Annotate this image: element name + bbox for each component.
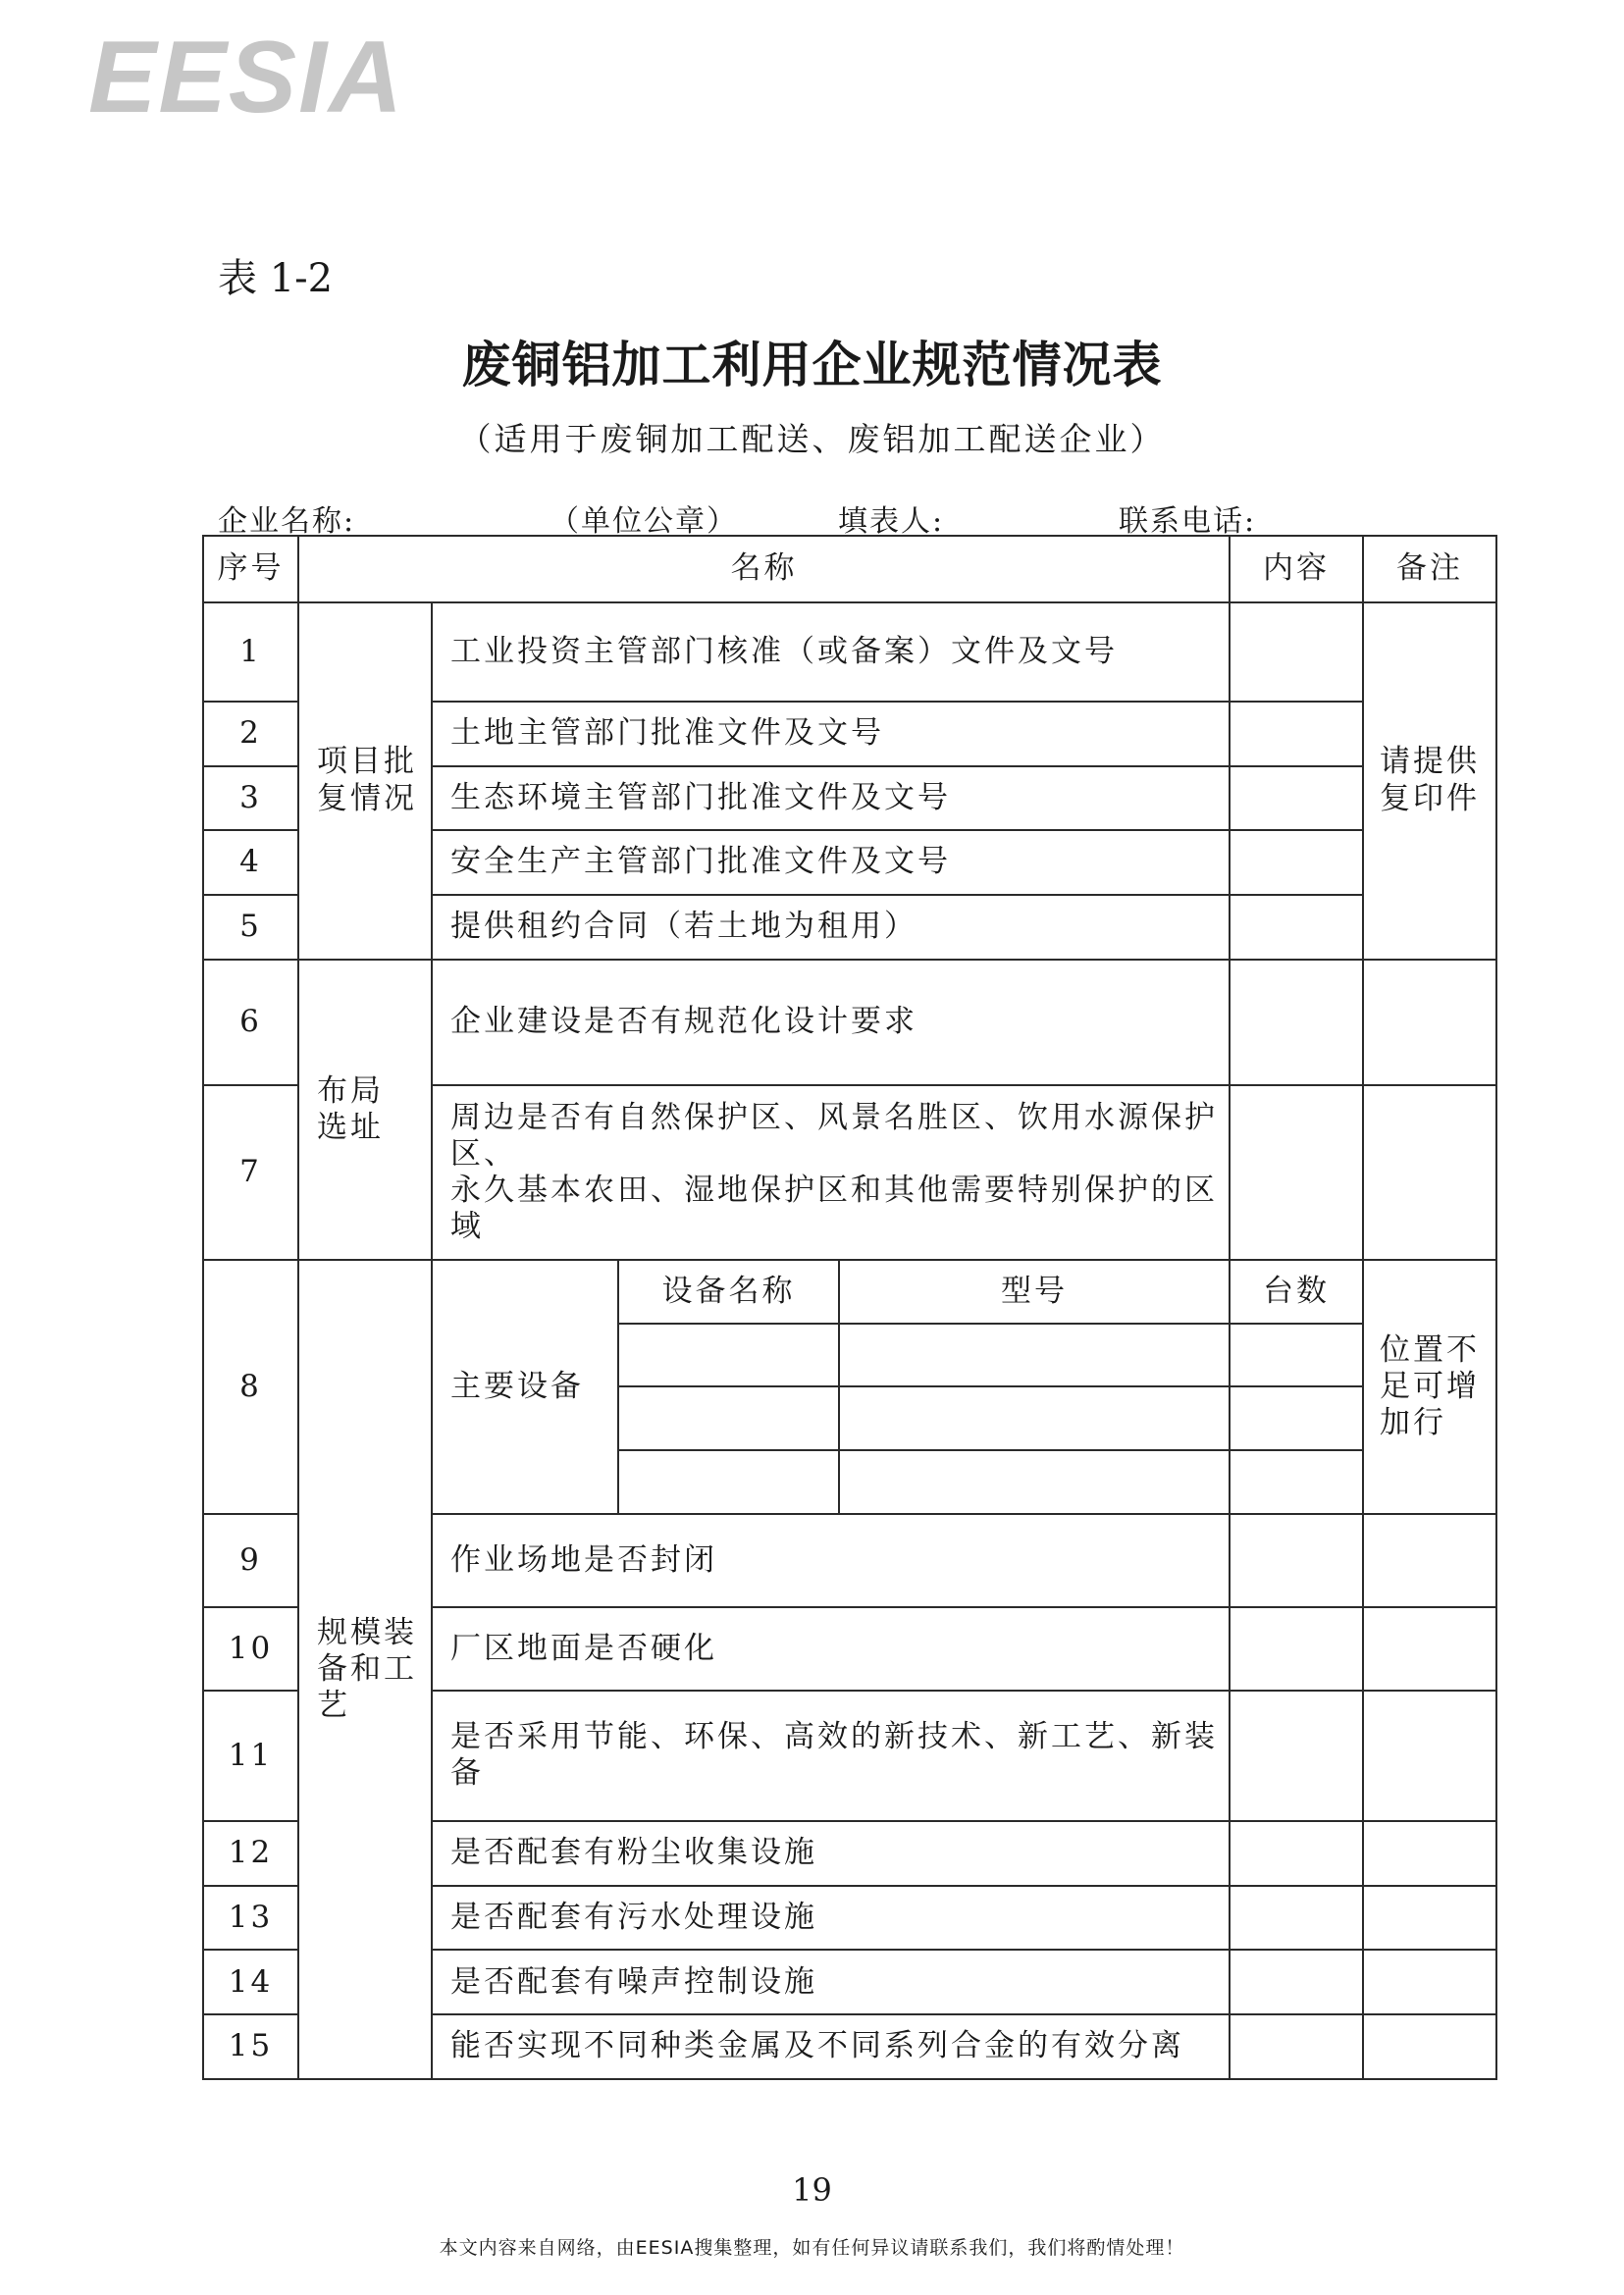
content-cell[interactable] — [1230, 1821, 1363, 1886]
row-number: 2 — [203, 702, 298, 766]
content-cell[interactable] — [1230, 960, 1363, 1085]
item-name: 作业场地是否封闭 — [432, 1514, 1230, 1607]
header-seq: 序号 — [203, 536, 298, 602]
row-number: 14 — [203, 1950, 298, 2014]
content-cell[interactable] — [1230, 895, 1363, 960]
row-number: 15 — [203, 2014, 298, 2079]
item-name: 是否配套有噪声控制设施 — [432, 1950, 1230, 2014]
row-number: 8 — [203, 1260, 298, 1514]
equipment-count-cell[interactable] — [1230, 1450, 1363, 1514]
row-number: 6 — [203, 960, 298, 1085]
item-name: 安全生产主管部门批准文件及文号 — [432, 830, 1230, 895]
row-number: 5 — [203, 895, 298, 960]
item-name: 生态环境主管部门批准文件及文号 — [432, 766, 1230, 831]
content-cell[interactable] — [1230, 702, 1363, 766]
item-name: 厂区地面是否硬化 — [432, 1607, 1230, 1691]
item-name: 提供租约合同（若土地为租用） — [432, 895, 1230, 960]
equipment-count-cell[interactable] — [1230, 1386, 1363, 1450]
page-title: 废铜铝加工利用企业规范情况表 — [461, 336, 1163, 393]
remark-cell[interactable] — [1363, 1085, 1496, 1260]
remark-cell[interactable] — [1363, 1514, 1496, 1607]
item-name: 周边是否有自然保护区、风景名胜区、饮用水源保护区、 永久基本农田、湿地保护区和其他需要特别保护的区域 — [432, 1085, 1230, 1260]
equipment-model-cell[interactable] — [839, 1386, 1230, 1450]
category-approval: 项目批 复情况 — [298, 602, 432, 960]
content-cell[interactable] — [1230, 1691, 1363, 1821]
phone-label: 联系电话: — [1119, 504, 1257, 539]
equipment-name-cell[interactable] — [618, 1324, 839, 1387]
row-number: 4 — [203, 830, 298, 895]
row-number: 11 — [203, 1691, 298, 1821]
remark-cell[interactable] — [1363, 1886, 1496, 1951]
content-cell[interactable] — [1230, 1085, 1363, 1260]
header-name: 名称 — [298, 536, 1230, 602]
remark-cell[interactable] — [1363, 1691, 1496, 1821]
row-number: 12 — [203, 1821, 298, 1886]
eesia-logo: EESIA — [88, 21, 405, 134]
row-number: 3 — [203, 766, 298, 831]
item-name: 能否实现不同种类金属及不同系列合金的有效分离 — [432, 2014, 1230, 2079]
content-cell[interactable] — [1230, 1950, 1363, 2014]
table-header-row — [203, 536, 1496, 602]
content-cell[interactable] — [1230, 602, 1363, 702]
equipment-name-header: 设备名称 — [618, 1260, 839, 1324]
remark-approval: 请提供 复印件 — [1363, 602, 1496, 960]
page-subtitle: （适用于废铜加工配送、废铝加工配送企业） — [458, 420, 1166, 458]
content-cell[interactable] — [1230, 830, 1363, 895]
equipment-model-header: 型号 — [839, 1260, 1230, 1324]
item-name: 土地主管部门批准文件及文号 — [432, 702, 1230, 766]
remark-cell[interactable] — [1363, 1607, 1496, 1691]
row-number: 10 — [203, 1607, 298, 1691]
row-number: 7 — [203, 1085, 298, 1260]
remark-cell[interactable] — [1363, 960, 1496, 1085]
content-cell[interactable] — [1230, 766, 1363, 831]
content-cell[interactable] — [1230, 1607, 1363, 1691]
header-remark: 备注 — [1363, 536, 1496, 602]
category-layout: 布局 选址 — [298, 960, 432, 1260]
table-label: 表 1-2 — [218, 256, 334, 301]
remark-equipment: 位置不 足可增 加行 — [1363, 1260, 1496, 1514]
footer-note: 本文内容来自网络，由EESIA搜集整理，如有任何异议请联系我们，我们将酌情处理！ — [439, 2237, 1185, 2259]
remark-cell[interactable] — [1363, 1821, 1496, 1886]
page-number: 19 — [792, 2171, 832, 2209]
remark-cell[interactable] — [1363, 2014, 1496, 2079]
equipment-name-cell[interactable] — [618, 1450, 839, 1514]
equipment-count-cell[interactable] — [1230, 1324, 1363, 1387]
item-name: 主要设备 — [432, 1260, 618, 1514]
table-row — [203, 602, 1496, 702]
header-content: 内容 — [1230, 536, 1363, 602]
content-cell[interactable] — [1230, 2014, 1363, 2079]
item-name: 工业投资主管部门核准（或备案）文件及文号 — [432, 602, 1230, 702]
filler-label: 填表人: — [838, 504, 945, 539]
row-number: 9 — [203, 1514, 298, 1607]
remark-cell[interactable] — [1363, 1950, 1496, 2014]
compliance-table — [202, 535, 1497, 2080]
item-name: 企业建设是否有规范化设计要求 — [432, 960, 1230, 1085]
content-cell[interactable] — [1230, 1886, 1363, 1951]
seal-label: （单位公章） — [550, 504, 738, 539]
content-cell[interactable] — [1230, 1514, 1363, 1607]
equipment-model-cell[interactable] — [839, 1450, 1230, 1514]
equipment-header-row — [203, 1260, 1496, 1324]
equipment-model-cell[interactable] — [839, 1324, 1230, 1387]
item-name: 是否配套有粉尘收集设施 — [432, 1821, 1230, 1886]
item-name: 是否配套有污水处理设施 — [432, 1886, 1230, 1951]
category-scale: 规模装 备和工 艺 — [298, 1260, 432, 2079]
row-number: 13 — [203, 1886, 298, 1951]
item-name: 是否采用节能、环保、高效的新技术、新工艺、新装 备 — [432, 1691, 1230, 1821]
table-row — [203, 960, 1496, 1085]
equipment-name-cell[interactable] — [618, 1386, 839, 1450]
row-number: 1 — [203, 602, 298, 702]
company-name-label: 企业名称: — [218, 504, 356, 539]
equipment-count-header: 台数 — [1230, 1260, 1363, 1324]
